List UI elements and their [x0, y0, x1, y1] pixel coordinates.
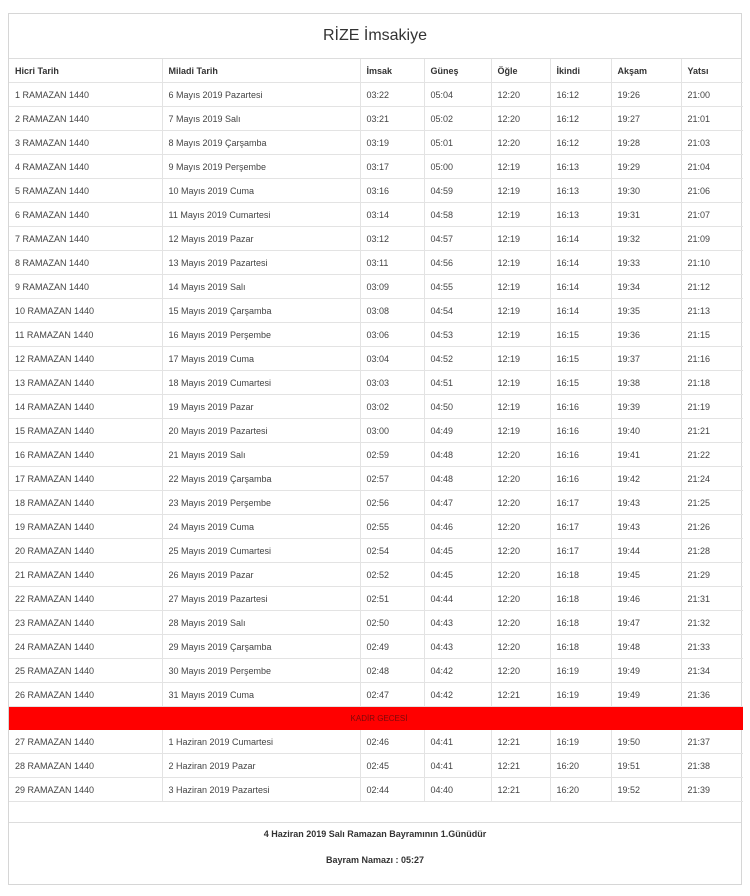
table-cell: 16 Mayıs 2019 Perşembe	[162, 323, 360, 347]
table-cell: 12:19	[491, 419, 550, 443]
table-cell: 10 Mayıs 2019 Cuma	[162, 179, 360, 203]
table-cell: 21:07	[681, 203, 743, 227]
table-cell: 16:19	[550, 659, 611, 683]
table-cell: 12:19	[491, 347, 550, 371]
table-cell: 02:46	[360, 730, 424, 754]
table-cell: 16:17	[550, 515, 611, 539]
table-cell: 16:16	[550, 443, 611, 467]
table-cell: 21:09	[681, 227, 743, 251]
table-cell: 21:29	[681, 563, 743, 587]
table-cell: 03:16	[360, 179, 424, 203]
table-cell: 28 Mayıs 2019 Salı	[162, 611, 360, 635]
table-cell: 24 Mayıs 2019 Cuma	[162, 515, 360, 539]
table-cell: 19:38	[611, 371, 681, 395]
table-cell: 04:41	[424, 754, 491, 778]
table-cell: 21:36	[681, 683, 743, 707]
table-cell: 04:46	[424, 515, 491, 539]
table-cell: 19:34	[611, 275, 681, 299]
table-cell: 8 Mayıs 2019 Çarşamba	[162, 131, 360, 155]
table-cell: 16:12	[550, 83, 611, 107]
table-cell: 03:04	[360, 347, 424, 371]
column-header: Öğle	[491, 59, 550, 83]
table-cell: 25 RAMAZAN 1440	[9, 659, 162, 683]
table-cell: 19:39	[611, 395, 681, 419]
table-cell: 02:57	[360, 467, 424, 491]
table-cell: 19:41	[611, 443, 681, 467]
table-cell: 9 Mayıs 2019 Perşembe	[162, 155, 360, 179]
table-cell: 24 RAMAZAN 1440	[9, 635, 162, 659]
table-cell: 19:44	[611, 539, 681, 563]
table-cell: 19:26	[611, 83, 681, 107]
table-cell: 16:16	[550, 395, 611, 419]
table-cell: 05:00	[424, 155, 491, 179]
table-cell: 21:21	[681, 419, 743, 443]
table-cell: 11 Mayıs 2019 Cumartesi	[162, 203, 360, 227]
table-cell: 21 RAMAZAN 1440	[9, 563, 162, 587]
table-row	[9, 467, 743, 491]
table-cell: 15 Mayıs 2019 Çarşamba	[162, 299, 360, 323]
table-cell: 28 RAMAZAN 1440	[9, 754, 162, 778]
table-cell: 12:20	[491, 635, 550, 659]
table-cell: 02:48	[360, 659, 424, 683]
table-row	[9, 419, 743, 443]
table-cell: 7 Mayıs 2019 Salı	[162, 107, 360, 131]
table-cell: 19 RAMAZAN 1440	[9, 515, 162, 539]
table-cell: 6 RAMAZAN 1440	[9, 203, 162, 227]
table-cell: 12:19	[491, 275, 550, 299]
bayram-date-text: 4 Haziran 2019 Salı Ramazan Bayramının 1.Günüdür	[263, 829, 487, 839]
table-cell: 12:19	[491, 203, 550, 227]
table-row	[9, 203, 743, 227]
table-cell: 21:37	[681, 730, 743, 754]
table-cell: 19:51	[611, 754, 681, 778]
table-cell: 18 Mayıs 2019 Cumartesi	[162, 371, 360, 395]
table-cell: 03:14	[360, 203, 424, 227]
table-cell: 16:14	[550, 251, 611, 275]
table-cell: 21:25	[681, 491, 743, 515]
table-row	[9, 659, 743, 683]
table-cell: 18 RAMAZAN 1440	[9, 491, 162, 515]
prayer-times-table	[9, 59, 743, 802]
table-cell: 04:42	[424, 659, 491, 683]
table-cell: 21:32	[681, 611, 743, 635]
table-cell: 26 RAMAZAN 1440	[9, 683, 162, 707]
table-header-row	[9, 59, 743, 83]
table-cell: 16:18	[550, 611, 611, 635]
table-cell: 03:22	[360, 83, 424, 107]
table-cell: 21:38	[681, 754, 743, 778]
table-cell: 26 Mayıs 2019 Pazar	[162, 563, 360, 587]
table-cell: 27 Mayıs 2019 Pazartesi	[162, 587, 360, 611]
table-cell: 11 RAMAZAN 1440	[9, 323, 162, 347]
table-cell: 20 Mayıs 2019 Pazartesi	[162, 419, 360, 443]
table-cell: 02:50	[360, 611, 424, 635]
table-cell: 12:19	[491, 227, 550, 251]
table-cell: 02:45	[360, 754, 424, 778]
table-cell: 12:19	[491, 395, 550, 419]
table-cell: 02:59	[360, 443, 424, 467]
table-cell: 16:14	[550, 275, 611, 299]
table-cell: 04:42	[424, 683, 491, 707]
table-cell: 04:57	[424, 227, 491, 251]
table-cell: 05:01	[424, 131, 491, 155]
table-row	[9, 395, 743, 419]
table-cell: 21:12	[681, 275, 743, 299]
table-cell: 16:17	[550, 539, 611, 563]
table-cell: 30 Mayıs 2019 Perşembe	[162, 659, 360, 683]
table-cell: 04:47	[424, 491, 491, 515]
table-cell: 16:15	[550, 347, 611, 371]
table-row	[9, 275, 743, 299]
table-cell: 19:49	[611, 659, 681, 683]
table-cell: 16:20	[550, 754, 611, 778]
table-cell: 02:54	[360, 539, 424, 563]
table-cell: 21:39	[681, 778, 743, 802]
table-row	[9, 754, 743, 778]
table-cell: 04:53	[424, 323, 491, 347]
table-cell: 12:20	[491, 467, 550, 491]
table-cell: 21:19	[681, 395, 743, 419]
kadir-gecesi-row	[9, 707, 743, 731]
table-cell: 12:20	[491, 443, 550, 467]
table-cell: 2 Haziran 2019 Pazar	[162, 754, 360, 778]
table-cell: 04:55	[424, 275, 491, 299]
table-row	[9, 107, 743, 131]
table-cell: 12 RAMAZAN 1440	[9, 347, 162, 371]
table-cell: 12:19	[491, 155, 550, 179]
table-cell: 04:43	[424, 635, 491, 659]
bayram-prayer-time: Bayram Namazı : 05:27	[325, 855, 425, 865]
table-cell: 03:21	[360, 107, 424, 131]
table-cell: 16:14	[550, 299, 611, 323]
table-cell: 19:33	[611, 251, 681, 275]
table-cell: 19:30	[611, 179, 681, 203]
table-cell: 04:44	[424, 587, 491, 611]
table-cell: 04:49	[424, 419, 491, 443]
table-cell: 12:20	[491, 587, 550, 611]
table-cell: 21:06	[681, 179, 743, 203]
table-cell: 16:18	[550, 587, 611, 611]
table-row	[9, 730, 743, 754]
table-cell: 12:19	[491, 299, 550, 323]
table-cell: 16:15	[550, 323, 611, 347]
table-cell: 22 Mayıs 2019 Çarşamba	[162, 467, 360, 491]
table-cell: 12:20	[491, 539, 550, 563]
imsakiye-panel	[8, 13, 742, 885]
table-cell: 12:20	[491, 515, 550, 539]
table-cell: 12:20	[491, 563, 550, 587]
table-cell: 19:50	[611, 730, 681, 754]
table-cell: 12:20	[491, 611, 550, 635]
table-cell: 19:45	[611, 563, 681, 587]
table-cell: 16:12	[550, 131, 611, 155]
table-cell: 21:10	[681, 251, 743, 275]
table-cell: 04:51	[424, 371, 491, 395]
table-cell: 16:18	[550, 635, 611, 659]
table-cell: 19:42	[611, 467, 681, 491]
table-cell: 16:12	[550, 107, 611, 131]
table-row	[9, 83, 743, 107]
table-row	[9, 635, 743, 659]
table-cell: 03:00	[360, 419, 424, 443]
table-cell: 04:58	[424, 203, 491, 227]
table-cell: 16:20	[550, 778, 611, 802]
table-cell: 27 RAMAZAN 1440	[9, 730, 162, 754]
table-cell: 21:00	[681, 83, 743, 107]
table-cell: 31 Mayıs 2019 Cuma	[162, 683, 360, 707]
table-cell: 23 Mayıs 2019 Perşembe	[162, 491, 360, 515]
table-cell: 20 RAMAZAN 1440	[9, 539, 162, 563]
table-row	[9, 179, 743, 203]
table-cell: 04:43	[424, 611, 491, 635]
table-cell: 5 RAMAZAN 1440	[9, 179, 162, 203]
table-cell: 19:37	[611, 347, 681, 371]
table-cell: 14 Mayıs 2019 Salı	[162, 275, 360, 299]
table-cell: 03:06	[360, 323, 424, 347]
table-cell: 19:46	[611, 587, 681, 611]
table-cell: 21:15	[681, 323, 743, 347]
table-cell: 04:45	[424, 539, 491, 563]
table-cell: 29 RAMAZAN 1440	[9, 778, 162, 802]
table-cell: 02:49	[360, 635, 424, 659]
table-cell: 12:21	[491, 730, 550, 754]
table-row	[9, 611, 743, 635]
table-cell: 16:16	[550, 467, 611, 491]
table-cell: 05:02	[424, 107, 491, 131]
page-title: RİZE İmsakiye	[9, 14, 741, 59]
table-cell: 16:14	[550, 227, 611, 251]
table-cell: 23 RAMAZAN 1440	[9, 611, 162, 635]
table-cell: 21:18	[681, 371, 743, 395]
table-cell: 03:08	[360, 299, 424, 323]
table-cell: 16:15	[550, 371, 611, 395]
table-row	[9, 683, 743, 707]
table-cell: 12:20	[491, 131, 550, 155]
table-cell: 14 RAMAZAN 1440	[9, 395, 162, 419]
table-cell: 19:52	[611, 778, 681, 802]
table-cell: 12:20	[491, 83, 550, 107]
table-cell: 19:47	[611, 611, 681, 635]
table-cell: 03:12	[360, 227, 424, 251]
table-cell: 02:55	[360, 515, 424, 539]
table-cell: 10 RAMAZAN 1440	[9, 299, 162, 323]
table-cell: 03:09	[360, 275, 424, 299]
table-cell: 03:02	[360, 395, 424, 419]
table-cell: 4 RAMAZAN 1440	[9, 155, 162, 179]
table-cell: 12:21	[491, 683, 550, 707]
table-cell: 05:04	[424, 83, 491, 107]
table-cell: 19:48	[611, 635, 681, 659]
kadir-gecesi-label: KADİR GECESİ	[9, 707, 743, 731]
table-cell: 12:19	[491, 179, 550, 203]
table-cell: 16:17	[550, 491, 611, 515]
table-cell: 03:03	[360, 371, 424, 395]
table-cell: 19:43	[611, 515, 681, 539]
column-header: Akşam	[611, 59, 681, 83]
table-cell: 21:33	[681, 635, 743, 659]
table-cell: 19:49	[611, 683, 681, 707]
table-cell: 04:45	[424, 563, 491, 587]
table-cell: 21:04	[681, 155, 743, 179]
table-cell: 12:20	[491, 491, 550, 515]
column-header: İkindi	[550, 59, 611, 83]
table-cell: 21:13	[681, 299, 743, 323]
table-cell: 12 Mayıs 2019 Pazar	[162, 227, 360, 251]
table-cell: 16:13	[550, 179, 611, 203]
table-cell: 16:19	[550, 730, 611, 754]
table-cell: 16:18	[550, 563, 611, 587]
table-cell: 04:59	[424, 179, 491, 203]
table-cell: 19 Mayıs 2019 Pazar	[162, 395, 360, 419]
table-cell: 21:24	[681, 467, 743, 491]
table-cell: 29 Mayıs 2019 Çarşamba	[162, 635, 360, 659]
table-row	[9, 299, 743, 323]
table-cell: 12:21	[491, 754, 550, 778]
table-cell: 3 RAMAZAN 1440	[9, 131, 162, 155]
table-cell: 21:28	[681, 539, 743, 563]
table-row	[9, 443, 743, 467]
table-cell: 12:19	[491, 251, 550, 275]
table-cell: 12:19	[491, 323, 550, 347]
table-cell: 25 Mayıs 2019 Cumartesi	[162, 539, 360, 563]
column-header: Miladi Tarih	[162, 59, 360, 83]
table-cell: 19:27	[611, 107, 681, 131]
table-cell: 16:13	[550, 203, 611, 227]
table-row	[9, 227, 743, 251]
table-cell: 12:21	[491, 778, 550, 802]
table-cell: 02:52	[360, 563, 424, 587]
table-cell: 13 RAMAZAN 1440	[9, 371, 162, 395]
table-cell: 04:40	[424, 778, 491, 802]
table-cell: 21:34	[681, 659, 743, 683]
table-cell: 04:54	[424, 299, 491, 323]
table-cell: 19:40	[611, 419, 681, 443]
column-header: Yatsı	[681, 59, 743, 83]
table-cell: 22 RAMAZAN 1440	[9, 587, 162, 611]
table-row	[9, 347, 743, 371]
table-row	[9, 563, 743, 587]
table-cell: 21:31	[681, 587, 743, 611]
table-row	[9, 515, 743, 539]
column-header: İmsak	[360, 59, 424, 83]
table-cell: 7 RAMAZAN 1440	[9, 227, 162, 251]
table-cell: 8 RAMAZAN 1440	[9, 251, 162, 275]
table-cell: 17 RAMAZAN 1440	[9, 467, 162, 491]
table-cell: 21 Mayıs 2019 Salı	[162, 443, 360, 467]
table-cell: 02:51	[360, 587, 424, 611]
table-cell: 03:19	[360, 131, 424, 155]
bayram-info	[9, 822, 741, 865]
table-cell: 12:20	[491, 107, 550, 131]
table-cell: 21:22	[681, 443, 743, 467]
table-cell: 21:01	[681, 107, 743, 131]
table-cell: 04:48	[424, 467, 491, 491]
table-cell: 1 Haziran 2019 Cumartesi	[162, 730, 360, 754]
table-cell: 03:17	[360, 155, 424, 179]
table-cell: 19:29	[611, 155, 681, 179]
table-row	[9, 371, 743, 395]
table-cell: 12:19	[491, 371, 550, 395]
table-cell: 17 Mayıs 2019 Cuma	[162, 347, 360, 371]
table-cell: 19:43	[611, 491, 681, 515]
table-row	[9, 491, 743, 515]
table-row	[9, 587, 743, 611]
table-row	[9, 155, 743, 179]
table-cell: 16:16	[550, 419, 611, 443]
table-cell: 04:56	[424, 251, 491, 275]
table-cell: 16:13	[550, 155, 611, 179]
table-cell: 02:47	[360, 683, 424, 707]
table-cell: 16:19	[550, 683, 611, 707]
table-row	[9, 778, 743, 802]
table-cell: 6 Mayıs 2019 Pazartesi	[162, 83, 360, 107]
table-row	[9, 131, 743, 155]
table-cell: 12:20	[491, 659, 550, 683]
table-cell: 15 RAMAZAN 1440	[9, 419, 162, 443]
table-row	[9, 251, 743, 275]
column-header: Hicri Tarih	[9, 59, 162, 83]
column-header: Güneş	[424, 59, 491, 83]
table-row	[9, 539, 743, 563]
table-cell: 19:35	[611, 299, 681, 323]
table-cell: 1 RAMAZAN 1440	[9, 83, 162, 107]
table-cell: 02:44	[360, 778, 424, 802]
table-cell: 19:31	[611, 203, 681, 227]
table-cell: 21:03	[681, 131, 743, 155]
table-cell: 19:36	[611, 323, 681, 347]
table-cell: 16 RAMAZAN 1440	[9, 443, 162, 467]
table-cell: 19:32	[611, 227, 681, 251]
table-cell: 03:11	[360, 251, 424, 275]
table-cell: 04:41	[424, 730, 491, 754]
table-cell: 02:56	[360, 491, 424, 515]
table-cell: 21:16	[681, 347, 743, 371]
table-cell: 9 RAMAZAN 1440	[9, 275, 162, 299]
table-cell: 2 RAMAZAN 1440	[9, 107, 162, 131]
table-cell: 3 Haziran 2019 Pazartesi	[162, 778, 360, 802]
table-cell: 04:48	[424, 443, 491, 467]
table-cell: 04:50	[424, 395, 491, 419]
table-cell: 13 Mayıs 2019 Pazartesi	[162, 251, 360, 275]
table-row	[9, 323, 743, 347]
table-cell: 21:26	[681, 515, 743, 539]
table-cell: 04:52	[424, 347, 491, 371]
table-cell: 19:28	[611, 131, 681, 155]
